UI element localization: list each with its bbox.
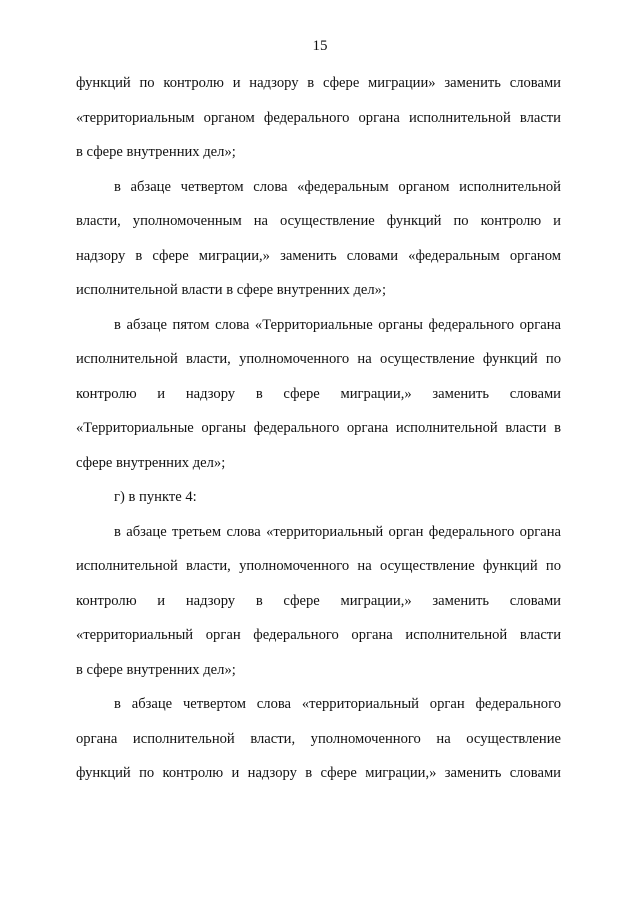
text-line: функций по контролю и надзору в сфере миграции» заменить словами — [76, 75, 561, 91]
text-line: в сфере внутренних дел»; — [76, 144, 236, 160]
text-line: исполнительной власти, уполномоченного на осуществление функций по — [76, 558, 561, 574]
text-line: в абзаце третьем слова «территориальный орган федерального органа — [114, 523, 561, 540]
text-line: в абзаце четвертом слова «федеральным органом исполнительной — [114, 178, 561, 195]
text-line: исполнительной власти, уполномоченного на осуществление функций по — [76, 351, 561, 367]
text-line: сфере внутренних дел»; — [76, 454, 226, 471]
text-line: надзору в сфере миграции,» заменить словами «федеральным органом — [76, 247, 561, 264]
text-line: функций по контролю и надзору в сфере миграции,» заменить словами — [76, 765, 561, 781]
text-line: «территориальный орган федерального органа исполнительной власти — [76, 627, 561, 643]
text-line: «территориальным органом федерального органа исполнительной власти — [76, 109, 561, 126]
page-number: 15 — [312, 38, 328, 54]
text-line: в абзаце четвертом слова «территориальный орган федерального — [114, 696, 561, 712]
document-body — [76, 73, 561, 798]
text-line: исполнительной власти в сфере внутренних дел»; — [76, 282, 387, 298]
text-line: контролю и надзору в сфере миграции,» заменить словами — [76, 592, 561, 609]
text-line: в сфере внутренних дел»; — [76, 661, 236, 678]
text-line: власти, уполномоченным на осуществление функций по контролю и — [76, 213, 561, 229]
text-line: в абзаце пятом слова «Территориальные органы федерального органа — [114, 316, 561, 333]
text-line: «Территориальные органы федерального органа исполнительной власти в — [76, 420, 561, 436]
text-line: органа исполнительной власти, уполномоченного на осуществление — [76, 730, 561, 747]
text-line: контролю и надзору в сфере миграции,» заменить словами — [76, 385, 561, 402]
text-line: г) в пункте 4: — [114, 489, 197, 505]
